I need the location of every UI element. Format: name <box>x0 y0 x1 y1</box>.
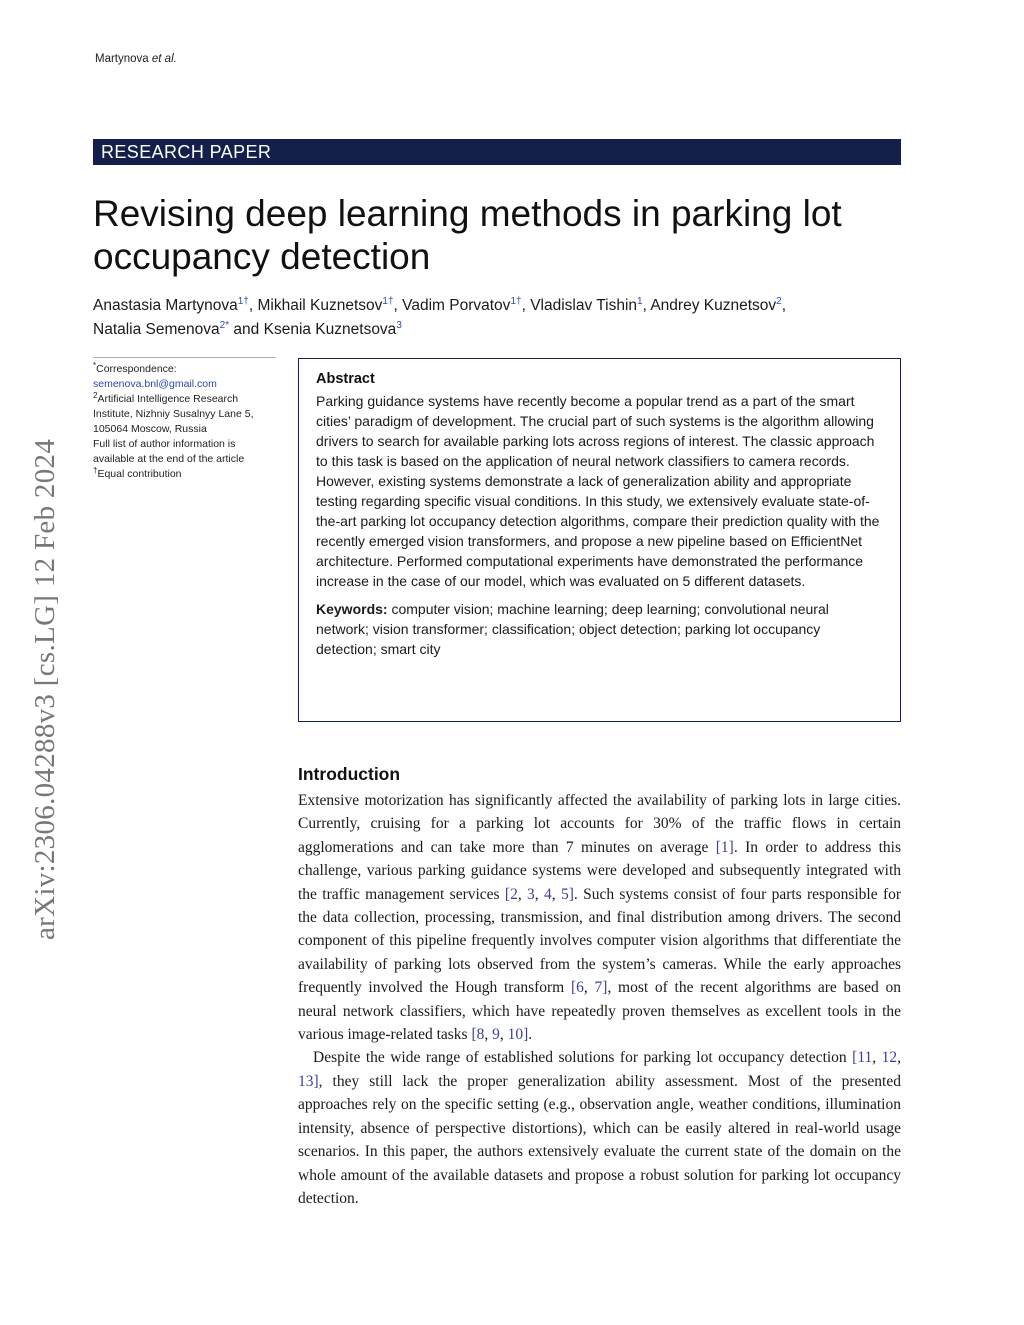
citation-bracket: [ <box>715 838 721 856</box>
equal-contribution-text: Equal contribution <box>97 468 182 480</box>
author-name: Anastasia Martynova <box>93 297 238 314</box>
citation-link[interactable]: 10 <box>507 1026 524 1044</box>
citation-link[interactable]: 8 <box>476 1026 485 1044</box>
citation-bracket: ] <box>602 979 608 997</box>
citation-link[interactable]: 13 <box>298 1072 314 1090</box>
keywords-label: Keywords: <box>316 601 388 617</box>
equal-contribution-mark: † <box>93 466 98 475</box>
paragraph-text: , <box>499 1026 508 1044</box>
introduction-paragraph-1 <box>298 789 901 1046</box>
author-affiliation-mark[interactable]: 1† <box>382 296 394 307</box>
introduction-paragraph-2 <box>298 1046 901 1210</box>
citation-link[interactable]: 4 <box>544 885 552 903</box>
author-list <box>93 294 913 342</box>
citation-bracket: ] <box>568 885 574 903</box>
citation-bracket: ] <box>313 1072 319 1090</box>
paragraph-text: Extensive motorization has significantly affected the availability of parking lots in large cities. Currently, cruising for a parking lot accounts for 30% of the traffic flows in certain agglomerations and can take more than 7 minutes on average <box>298 792 901 856</box>
author-affiliation-mark[interactable]: 1 <box>637 296 643 307</box>
citation-link[interactable]: 7 <box>594 979 603 997</box>
author-separator: , <box>781 297 787 314</box>
paragraph-text: , <box>517 885 528 903</box>
citation-link[interactable]: 1 <box>720 838 729 856</box>
author-affiliation-mark[interactable]: 1† <box>510 296 522 307</box>
correspondence-email-line <box>93 377 276 392</box>
citation-bracket: [ <box>471 1026 477 1044</box>
paragraph-text: , <box>534 885 544 903</box>
author-name: Vladislav Tishin <box>530 297 638 314</box>
running-head <box>95 53 177 65</box>
citation-link[interactable]: 9 <box>492 1026 500 1044</box>
correspondence-sidenote <box>93 357 276 482</box>
citation-bracket: [ <box>504 885 511 903</box>
author-name: Vadim Porvatov <box>402 297 511 314</box>
abstract-text: Parking guidance systems have recently become a popular trend as a part of the smart cities’ paradigm of development. The crucial part of such systems is the algorithm allowing drivers to search for available parking lots across regions of interest. The classic approach to this task is based on the application of neural network classifiers to camera records. However, existing systems demonstrate a lack of generalization ability and appropriate testing regarding specific visual conditions. In this study, we extensively evaluate state-of-the-art parking lot occupancy detection algorithms, compare their prediction quality with the recently emerged vision transformers, and propose a new pipeline based on EfficientNet architecture. Performed computational experiments have demonstrated the performance increase in the case of our model, which was evaluated on 5 different datasets. <box>316 393 880 589</box>
correspondence-mark: * <box>93 361 97 370</box>
author-name: Andrey Kuznetsov <box>650 297 777 314</box>
affiliation-line <box>93 392 276 437</box>
affiliation-text: Artificial Intelligence Research Institute, Nizhniy Susalnyy Lane 5, 105064 Moscow, Russia <box>93 393 254 435</box>
paragraph-text: , <box>583 979 595 997</box>
citation-bracket: ] <box>728 838 734 856</box>
correspondence-email-link[interactable]: semenova.bnl@gmail.com <box>93 378 217 390</box>
paper-title <box>93 192 913 278</box>
paragraph-text: Despite the wide range of established solutions for parking lot occupancy detection <box>313 1049 853 1067</box>
citation-link[interactable]: 5 <box>560 885 569 903</box>
abstract-heading: Abstract <box>316 371 375 387</box>
author-separator: , <box>521 297 531 314</box>
author-affiliation-mark[interactable]: 1† <box>237 296 249 307</box>
title-line-1: Revising deep learning methods in parking lot <box>93 193 842 234</box>
paragraph-text: . <box>528 1026 533 1044</box>
paragraph-text: . In order to address this challenge, various parking guidance systems were developed and subsequently integrated with the traffic management services <box>298 838 901 903</box>
correspondence-label: Correspondence: <box>96 363 177 375</box>
running-head-etal: et al. <box>151 53 177 65</box>
equal-contribution-line <box>93 467 276 482</box>
author-affiliation-mark[interactable]: 2 <box>776 296 782 307</box>
paragraph-text: , <box>484 1026 493 1044</box>
citation-bracket: [ <box>570 979 577 997</box>
paragraph-text: , <box>872 1049 882 1067</box>
author-affiliation-mark[interactable]: 3 <box>396 320 402 331</box>
introduction-body <box>298 789 901 1210</box>
author-affiliation-mark[interactable]: 2* <box>219 320 230 331</box>
citation-link[interactable]: 12 <box>881 1049 898 1067</box>
introduction-heading: Introduction <box>298 764 401 784</box>
paragraph-text: , most of the recent algorithms are based on neural network classifiers, which have repeatedly proven themselves as excellent tools in the various image-related tasks <box>298 979 902 1044</box>
author-separator: and <box>229 321 264 338</box>
running-head-author: Martynova <box>95 53 149 65</box>
correspondence-label-line <box>93 362 276 377</box>
affiliation-mark: 2 <box>93 391 98 400</box>
author-name: Ksenia Kuznetsova <box>263 321 397 338</box>
citation-bracket: [ <box>852 1049 858 1067</box>
citation-bracket: ] <box>523 1026 529 1044</box>
paragraph-text: , <box>551 885 561 903</box>
author-name: Mikhail Kuznetsov <box>257 297 383 314</box>
citation-link[interactable]: 6 <box>576 979 584 997</box>
paragraph-text: , <box>897 1049 902 1067</box>
author-separator: , <box>642 297 651 314</box>
author-info-note: Full list of author information is available at the end of the article <box>93 438 245 465</box>
author-separator: , <box>248 297 258 314</box>
author-name: Natalia Semenova <box>93 321 220 338</box>
paragraph-text: , they still lack the proper generalization ability assessment. Most of the presented approaches rely on the specific setting (e.g., observation angle, weather conditions, illumination intensity, absence of perspective distortions), which can be easily altered in real-world usage scenarios. In this paper, the authors extensively evaluate the current state of the domain on the whole amount of the available datasets and propose a robust solution for parking lot occupancy detection. <box>298 1072 901 1207</box>
citation-link[interactable]: 2 <box>510 885 518 903</box>
paragraph-text: . Such systems consist of four parts responsible for the data collection, processing, transmission, and final distribution among drivers. The second component of this pipeline frequently involves computer vision algorithms that differentiate the availability of parking lots observed from the system’s cameras. While the early approaches frequently involved the Hough transform <box>298 885 902 997</box>
citation-link[interactable]: 11 <box>857 1049 873 1067</box>
keywords-text: computer vision; machine learning; deep learning; convolutional neural network; vision transformer; classification; object detection; parking lot occupancy detection; smart city <box>316 601 829 657</box>
paper-type-banner: RESEARCH PAPER <box>93 139 901 165</box>
author-separator: , <box>393 297 403 314</box>
abstract-box <box>298 358 901 722</box>
keywords-line <box>316 599 883 659</box>
arxiv-stamp: arXiv:2306.04288v3 [cs.LG] 12 Feb 2024 <box>29 438 61 940</box>
citation-link[interactable]: 3 <box>527 885 535 903</box>
title-line-2: occupancy detection <box>93 236 431 277</box>
